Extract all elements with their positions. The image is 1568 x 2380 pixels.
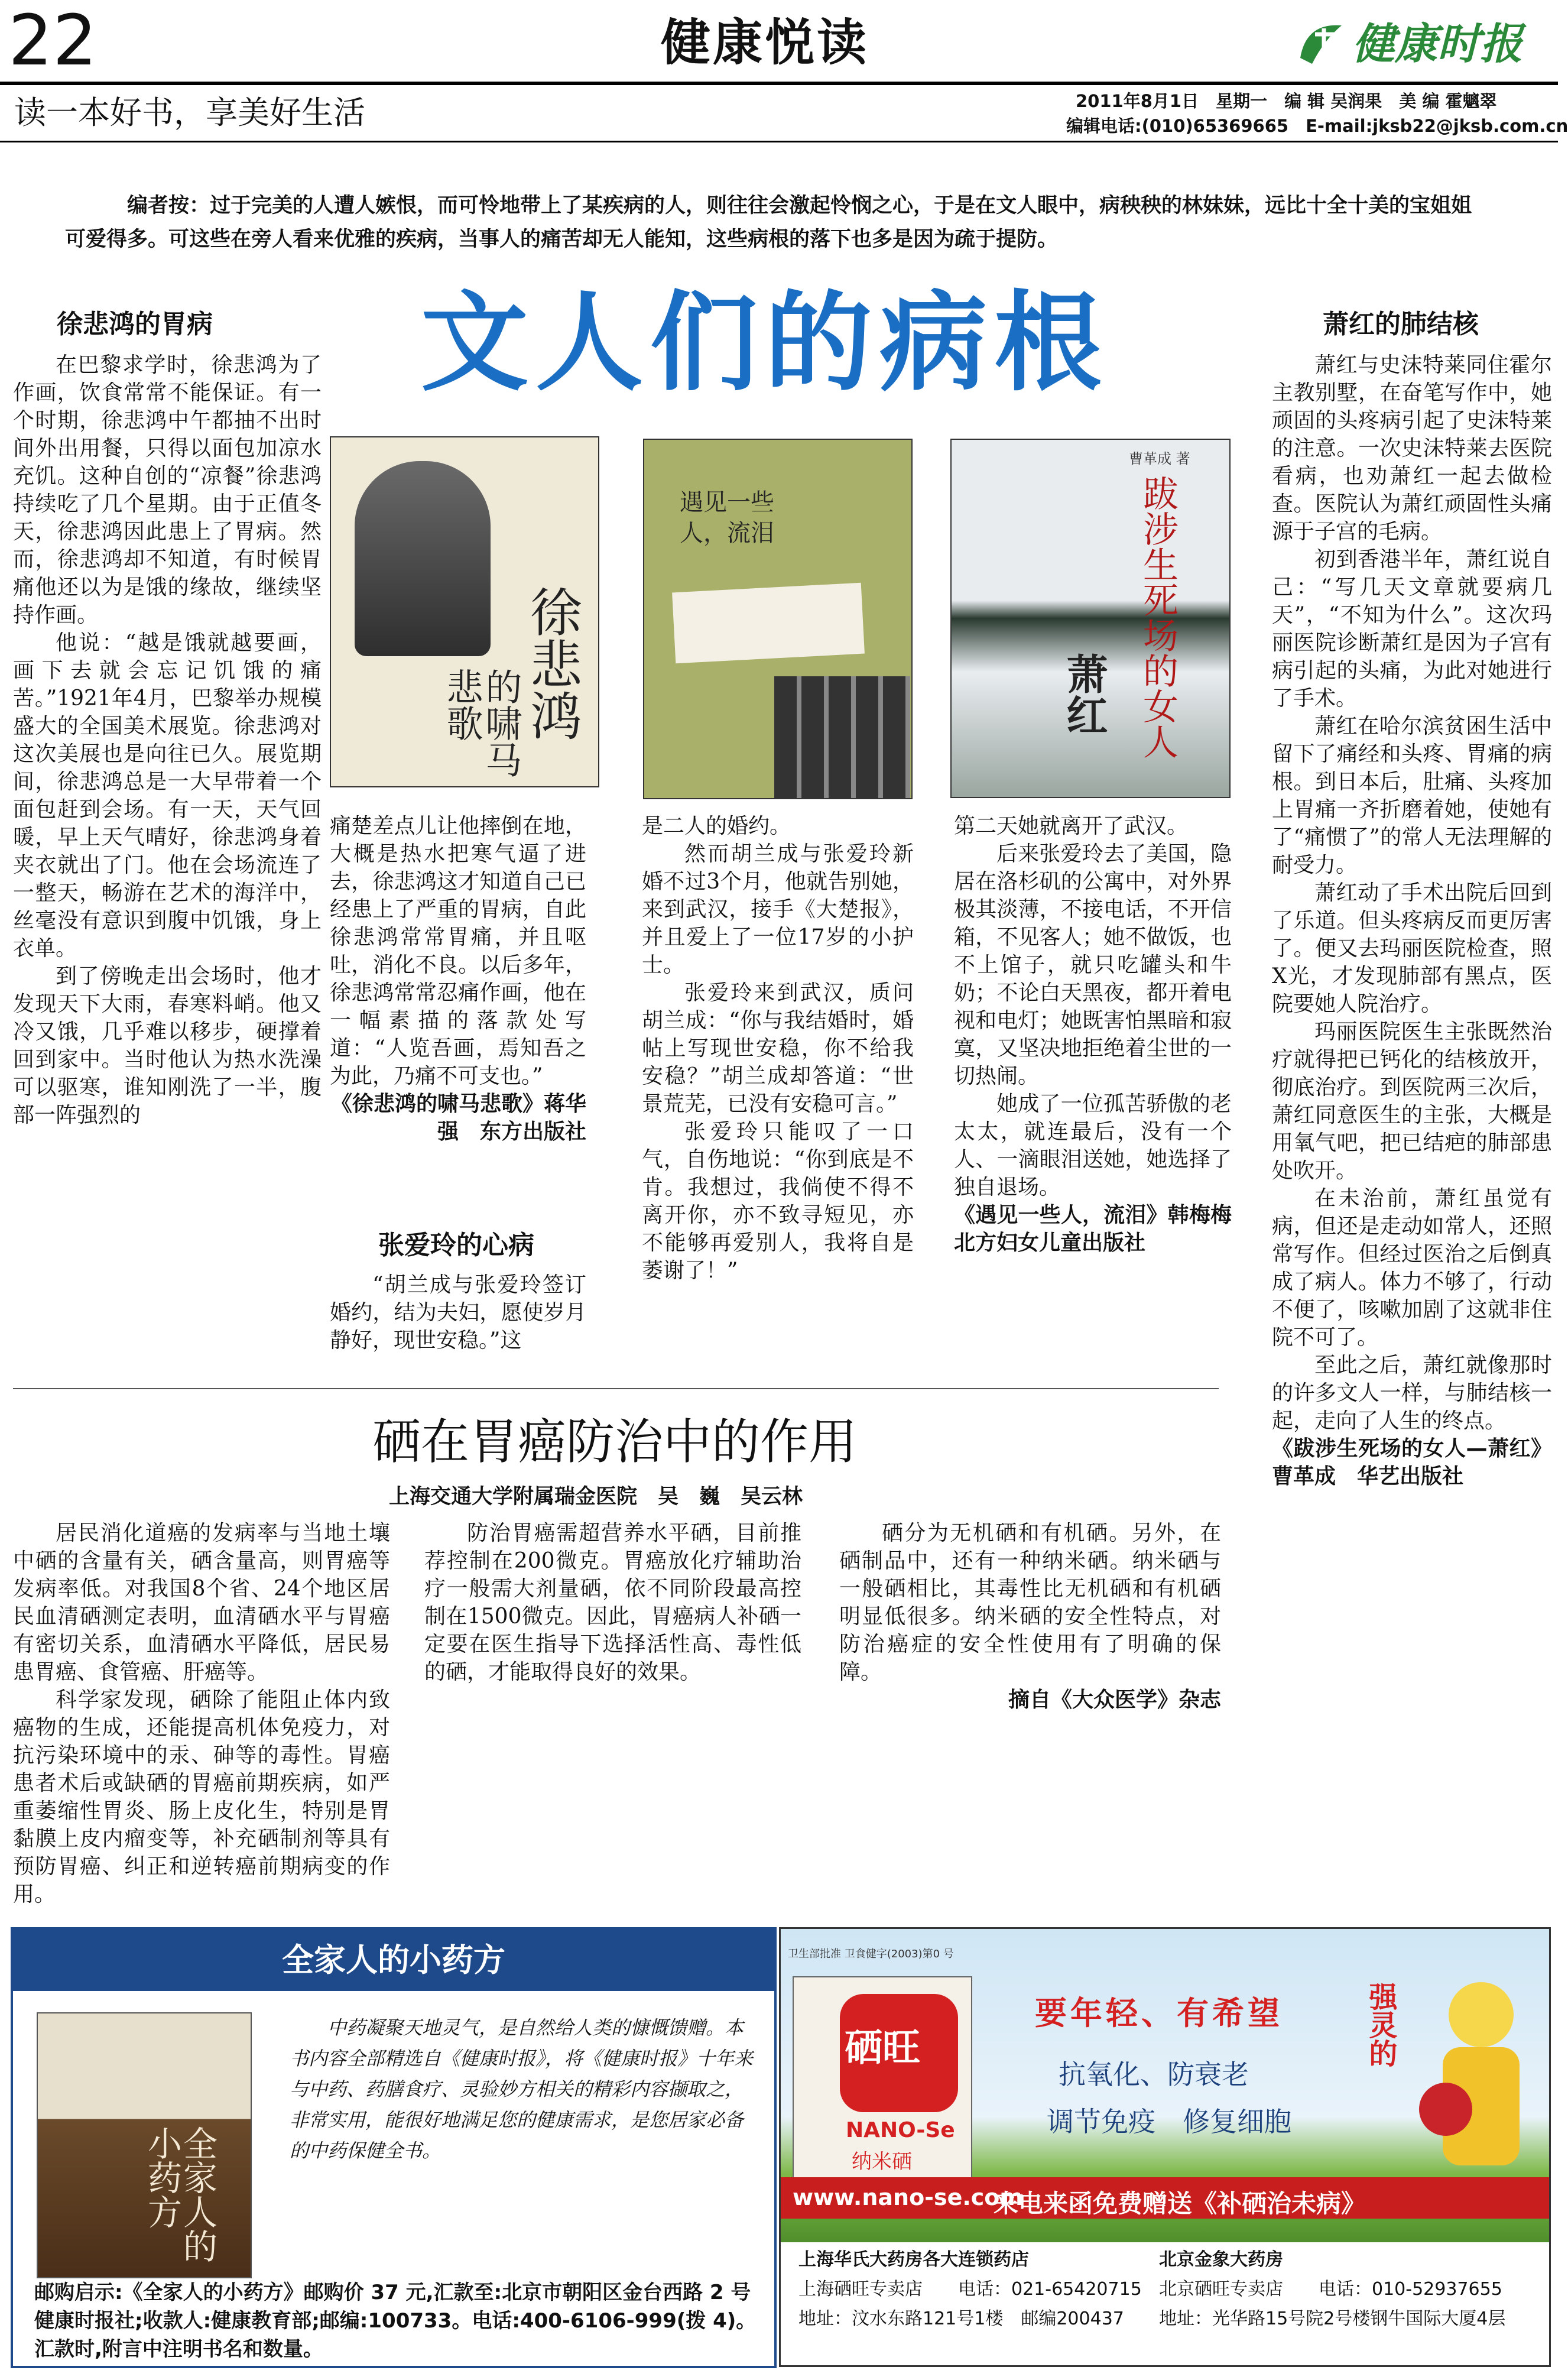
zhang-paragraph: 然而胡兰成与张爱玲新婚不过3个月，他就告别她，来到武汉，接手《大楚报》，并且爱上了一位17岁的小护士。 (642, 842, 914, 977)
nano-ad-brand-cn: 纳米硒 (852, 2150, 912, 2174)
nano-ad-right-addr: 地址：光华路15号院2号楼钢牛国际大厦4层 (1159, 2308, 1506, 2329)
xu-paragraph: 他说：“越是饿就越要画，画下去就会忘记饥饿的痛苦。”1921年4月，巴黎举办规模盛大的全国美术展览。徐悲鸿对这次美展也是向往已久。展览期间，徐悲鸿总是一大早带着一个面包赶到会场。有一天，天气回暖，早上天气晴好，徐悲鸿身着夹衣就出了门。他在会场流连了一整天，畅游在艺术的海洋中，丝毫没有意识到腹中饥饿，身上衣单。 (13, 631, 322, 961)
nano-ad-brand-en: NANO-Se (846, 2118, 955, 2142)
book-ad-title: 全家人的小药方 (13, 1930, 774, 1991)
xu-paragraph: 痛楚差点儿让他摔倒在地，大概是热水把寒气逼了进去，徐悲鸿这才知道自己已经患上了严重的胃病，自此徐悲鸿常常胃痛，并且呕吐，消化不良。以后多年，徐悲鸿常常忍痛作画，他在一幅素描的落款处写道：“人览吾画，焉知吾之为此，乃痛不可支也。” (330, 814, 586, 1088)
se-source: 摘自《大众医学》杂志 (1008, 1688, 1221, 1712)
nano-ad-offer: 来电来函免费赠送《补硒治未病》 (994, 2189, 1366, 2218)
zhang-paragraph: 她成了一位孤苦骄傲的老太太，就连最后，没有一个人、一滴眼泪送她，她选择了独自退场。 (954, 1092, 1232, 1199)
header-rule-2 (0, 141, 1558, 142)
se-paragraph: 科学家发现，硒除了能阻止体内致癌物的生成，还能提高机体免疫力，对抗污染环境中的汞、砷等的毒性。胃癌患者术后或缺硒的胃癌前期疾病，如严重萎缩性胃炎、肠上皮化生，特别是胃黏膜上皮内瘤变等，补充硒制剂等具有预防胃癌、纠正和逆转癌前期病变的作用。 (13, 1688, 390, 1906)
nano-ad-vertical: 强灵的 (1364, 1982, 1397, 2067)
editor-contact: 编辑电话:(010)65369665 E-mail:jksb22@jksb.com.cn (1066, 116, 1568, 136)
section-title: 健康悦读 (661, 14, 869, 72)
nano-ad-line1: 抗氧化、防衰老 (1059, 2058, 1249, 2090)
se-column-1 (13, 1519, 390, 1906)
nano-ad-brand: 硒旺 (845, 2026, 920, 2070)
book-ad-text: 中药凝聚天地灵气，是自然给人类的慷慨馈赠。本书内容全部精选自《健康时报》，将《健康时报》十年来与中药、药膳食疗、灵验妙方相关的精彩内容撷取之，非常实用，能很好地满足您的健康需求，是您居家必备的中药保健全书。 (290, 2016, 754, 2162)
se-title: 硒在胃癌防治中的作用 (372, 1414, 858, 1470)
xiao-paragraph: 玛丽医院医生主张既然治疗就得把已钙化的结核放开，彻底治疗。到医院两三次后，萧红同意医生的主张，大概是用氧气吧，把已结疤的肺部患处吹开。 (1272, 1020, 1552, 1183)
nano-ad-right-store1: 北京金象大药房 (1159, 2249, 1283, 2270)
book-ad-cover (37, 2012, 252, 2278)
book-cover-xiao (950, 439, 1231, 798)
xiao-paragraph: 初到香港半年，萧红说自己：“写几天文章就要病几天”，“不知为什么”。这次玛丽医院诊断萧红是因为子宫有病引起的头痛，为此对她进行了手术。 (1272, 547, 1552, 711)
zhang-subtitle: 张爱玲的心病 (378, 1230, 534, 1260)
se-paragraph: 居民消化道癌的发病率与当地土壤中硒的含量有关，硒含量高，则胃癌等发病率低。对我国8个省、24个地区居民血清硒测定表明，血清硒水平与胃癌有密切关系，血清硒水平降低，居民易患胃癌、食管癌、肝癌等。 (13, 1521, 390, 1684)
book-cover-zhang-title: 遇见一些人，流泪 (680, 489, 774, 547)
se-byline: 上海交通大学附属瑞金医院 吴 巍 吴云林 (389, 1485, 803, 1509)
xu-subtitle: 徐悲鸿的胃病 (57, 309, 213, 339)
issue-info: 2011年8月1日 星期一 编 辑 吴润果 美 编 霍魑翠 (1076, 91, 1497, 111)
nano-ad-left-addr: 地址：汶水东路121号1楼 邮编200437 (798, 2308, 1124, 2329)
nano-ad-left-store2: 上海硒旺专卖店 电话：021-65420715 (798, 2279, 1142, 2300)
nano-ad-left-store1: 上海华氏大药房各大连锁药店 (798, 2249, 1029, 2270)
xiao-citation: 《跋涉生死场的女人—萧红》曹革成 华艺出版社 (1272, 1437, 1552, 1489)
page-number: 22 (8, 0, 98, 81)
nano-ad-mascot (1419, 1982, 1537, 2195)
book-cover-xiao-name: 萧红 (1060, 653, 1109, 735)
nano-ad-website: www.nano-se.com (793, 2184, 1024, 2210)
book-cover-xiao-title: 跋涉生死场的女人 (1137, 475, 1179, 759)
zhang-column-3 (954, 812, 1254, 1368)
book-ad (11, 1927, 777, 2368)
xiao-subtitle: 萧红的肺结核 (1323, 309, 1479, 339)
nano-ad-slogan: 要年轻、有希望 (1035, 1995, 1283, 2032)
zhang-paragraph: 第二天她就离开了武汉。 (954, 814, 1189, 838)
zhang-paragraph: 张爱玲来到武汉，质问胡兰成：“你与我结婚时，婚帖上写现世安稳，你不给我安稳？”胡兰成却答道：“世景荒芜，已没有安稳可言。” (642, 981, 914, 1116)
zhang-paragraph: 后来张爱玲去了美国，隐居在洛杉矶的公寓中，对外界极其淡薄，不接电话，不开信箱，不见客人；她不做饭，也不上馆子，就只吃罐头和牛奶；不论白天黑夜，都开着电视和电灯；她既害怕黑暗和寂寞，又坚决地拒绝着尘世的一切热闹。 (954, 842, 1232, 1088)
xu-paragraph: 到了傍晚走出会场时，他才发现天下大雨，春寒料峭。他又冷又饿，几乎难以移步，硬撑着回到家中。当时他认为热水洗澡可以驱寒，谁知刚洗了一半，腹部一阵强烈的 (13, 964, 322, 1127)
se-column-2 (424, 1519, 801, 1886)
zhang-paragraph: “胡兰成与张爱玲签订婚约，结为夫妇，愿使岁月静好，现世安稳。”这 (330, 1273, 586, 1353)
zhang-column-2 (642, 812, 914, 1368)
book-cover-zhang-photos (774, 676, 910, 798)
section-divider (13, 1388, 1219, 1389)
paper-logo-text: 健康时报 (1352, 19, 1523, 69)
book-cover-zhang (643, 439, 913, 799)
nano-ad-right-store2: 北京硒旺专卖店 电话：010-52937655 (1159, 2279, 1502, 2300)
xu-paragraph: 在巴黎求学时，徐悲鸿为了作画，饮食常常不能保证。有一个时期，徐悲鸿中午都抽不出时间外出用餐，只得以面包加凉水充饥。这种自创的“凉餐”徐悲鸿持续吃了几个星期。由于正值冬天，徐悲鸿因此患上了胃病。然而，徐悲鸿却不知道，有时候胃痛他还以为是饿的缘故，继续坚持作画。 (13, 353, 322, 627)
book-cover-xiao-author: 曹革成 著 (1129, 450, 1190, 467)
se-paragraph: 硒分为无机硒和有机硒。另外，在硒制品中，还有一种纳米硒。纳米硒与一般硒相比，其毒性比无机硒和有机硒明显低很多。纳米硒的安全性特点，对防治癌症的安全性使用有了明确的保障。 (839, 1521, 1221, 1684)
xu-portrait (355, 461, 491, 656)
xiao-paragraph: 在未治前，萧红虽觉有病，但还是走动如常人，还照常写作。但经过医治之后倒真成了病人。体力不够了，行动不便了，咳嗽加剧了这就非住院不可了。 (1272, 1186, 1552, 1350)
xu-column-2 (330, 812, 586, 1155)
se-paragraph: 防治胃癌需超营养水平硒，目前推荐控制在200微克。胃癌放化疗辅助治疗一般需大剂量硒，依不同阶段最高控制在1500微克。因此，胃癌病人补硒一定要在医生指导下选择活性高、毒性低的硒，才能取得良好的效果。 (424, 1521, 801, 1684)
zhang-citation: 《遇见一些人，流泪》韩梅梅 北方妇女儿童出版社 (954, 1203, 1254, 1255)
zhang-column-1 (330, 1271, 586, 1366)
nano-ad (779, 1927, 1551, 2367)
zhang-paragraph: 张爱玲只能叹了一口气，自伤地说：“你到底是不肯。我想过，我倘使不得不离开你，亦不致寻短见，亦不能够再爱别人，我将自是萎谢了！” (642, 1120, 914, 1283)
editor-note: 编者按：过于完美的人遭人嫉恨，而可怜地带上了某疾病的人，则往往会激起怜悯之心，于是在文人眼中，病秧秧的林妹妹，远比十全十美的宝姐姐可爱得多。可这些在旁人看来优雅的疾病，当事人的痛苦却无人能知，这些病根的落下也多是因为疏于提防。 (65, 194, 1472, 251)
main-title: 文人们的病根 (421, 280, 1109, 406)
mascot-apple (1419, 2083, 1472, 2136)
xu-column-1 (13, 351, 322, 1392)
mascot-head (1449, 1982, 1514, 2047)
paper-logo (1294, 15, 1554, 72)
book-ad-order: 邮购启示:《全家人的小药方》邮购价 37 元,汇款至:北京市朝阳区金台西路 2 号健康时报社;收款人:健康教育部;邮编:100733。电话:400-6106-999(拨 4)。汇款时,附言中注明书名和数量。 (34, 2281, 757, 2361)
xiao-paragraph: 萧红与史沫特莱同住霍尔主教别墅，在奋笔写作中，她顽固的头疼病引起了史沫特莱的注意。一次史沫特莱去医院看病，也劝萧红一起去做检查。医院认为萧红顽固性头痛源于子宫的毛病。 (1272, 353, 1552, 544)
book-cover-zhang-note (672, 583, 865, 664)
book-cover-xu-subtitle: 的啸马悲歌 (440, 668, 522, 778)
header-rule (0, 82, 1558, 85)
xu-citation: 《徐悲鸿的啸马悲歌》蒋华强 东方出版社 (330, 1092, 586, 1144)
paper-logo-icon (1294, 17, 1348, 70)
nano-ad-line2: 调节免疫 修复细胞 (1047, 2106, 1291, 2138)
book-ad-cover-title: 全家人的小药方 (142, 2126, 217, 2263)
xiao-paragraph: 萧红在哈尔滨贫困生活中留下了痛经和头疼、胃痛的病根。到日本后，肚痛、头疼加上胃痛一齐折磨着她，使她有了“痛惯了”的常人无法理解的耐受力。 (1272, 714, 1552, 877)
nano-ad-approval: 卫生部批准 卫食健字(2003)第0 号 (788, 1948, 954, 1960)
xiao-column (1272, 351, 1552, 2119)
xiao-paragraph: 至此之后，萧红就像那时的许多文人一样，与肺结核一起，走向了人生的终点。 (1272, 1353, 1552, 1433)
book-cover-xu-title: 徐悲鸿 (522, 585, 583, 741)
se-column-3 (839, 1519, 1221, 1886)
zhang-paragraph: 是二人的婚约。 (642, 814, 791, 838)
slogan: 读一本好书，享美好生活 (14, 94, 365, 131)
book-cover-xu (330, 436, 599, 787)
xiao-paragraph: 萧红动了手术出院后回到了乐道。但头疼病反而更厉害了。便又去玛丽医院检查，照X光，才发现肺部有黑点，医院要她人院治疗。 (1272, 881, 1552, 1016)
